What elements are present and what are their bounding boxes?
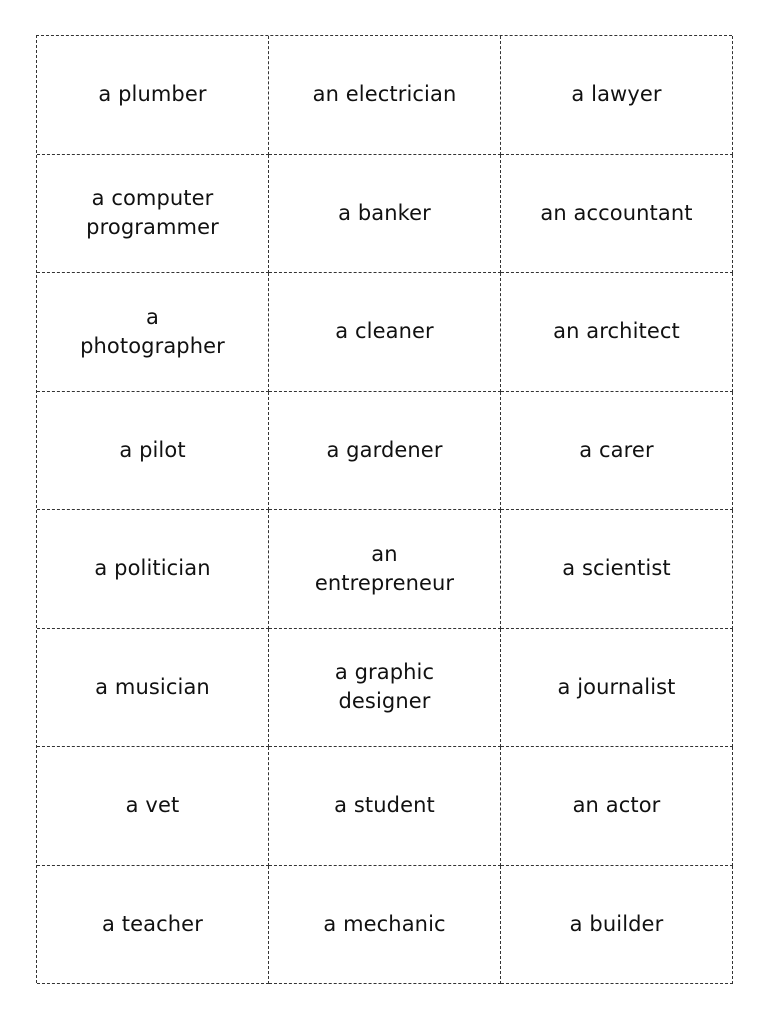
card-label: a plumber (98, 82, 207, 107)
card-label: a teacher (102, 911, 203, 936)
card-musician (37, 629, 269, 748)
card-computer-programmer (37, 155, 269, 274)
card-vet (37, 747, 269, 866)
card-label: a journalist (557, 674, 676, 699)
card-label: an architect (553, 319, 680, 344)
card-cleaner (269, 273, 501, 392)
card-label: an electrician (312, 82, 457, 107)
card-label: a student (334, 793, 435, 818)
card-label: a musician (95, 674, 210, 699)
card-student (269, 747, 501, 866)
card-journalist (501, 629, 733, 748)
card-architect (501, 273, 733, 392)
card-label: a mechanic (323, 911, 446, 936)
card-pilot (37, 392, 269, 511)
card-politician (37, 510, 269, 629)
card-label: a photographer (80, 304, 225, 358)
card-lawyer (501, 36, 733, 155)
card-label: a scientist (562, 556, 671, 581)
card-builder (501, 866, 733, 985)
card-carer (501, 392, 733, 511)
card-gardener (269, 392, 501, 511)
card-label: a builder (569, 911, 664, 936)
card-actor (501, 747, 733, 866)
card-photographer (37, 273, 269, 392)
card-electrician (269, 36, 501, 155)
card-label: an actor (572, 793, 661, 818)
card-teacher (37, 866, 269, 985)
card-label: a gardener (326, 437, 443, 462)
card-banker (269, 155, 501, 274)
card-label: a graphic designer (334, 660, 435, 714)
card-label: a pilot (119, 437, 186, 462)
card-label: a politician (94, 556, 211, 581)
card-accountant (501, 155, 733, 274)
card-entrepreneur (269, 510, 501, 629)
card-label: a vet (125, 793, 180, 818)
flashcard-sheet (36, 35, 732, 983)
card-plumber (37, 36, 269, 155)
card-label: a computer programmer (86, 186, 219, 240)
card-label: a cleaner (335, 319, 434, 344)
card-scientist (501, 510, 733, 629)
card-label: a banker (338, 200, 431, 225)
card-label: a lawyer (571, 82, 662, 107)
card-label: an accountant (540, 200, 693, 225)
card-mechanic (269, 866, 501, 985)
card-label: an entrepreneur (314, 541, 455, 595)
card-label: a carer (579, 437, 654, 462)
card-graphic-designer (269, 629, 501, 748)
